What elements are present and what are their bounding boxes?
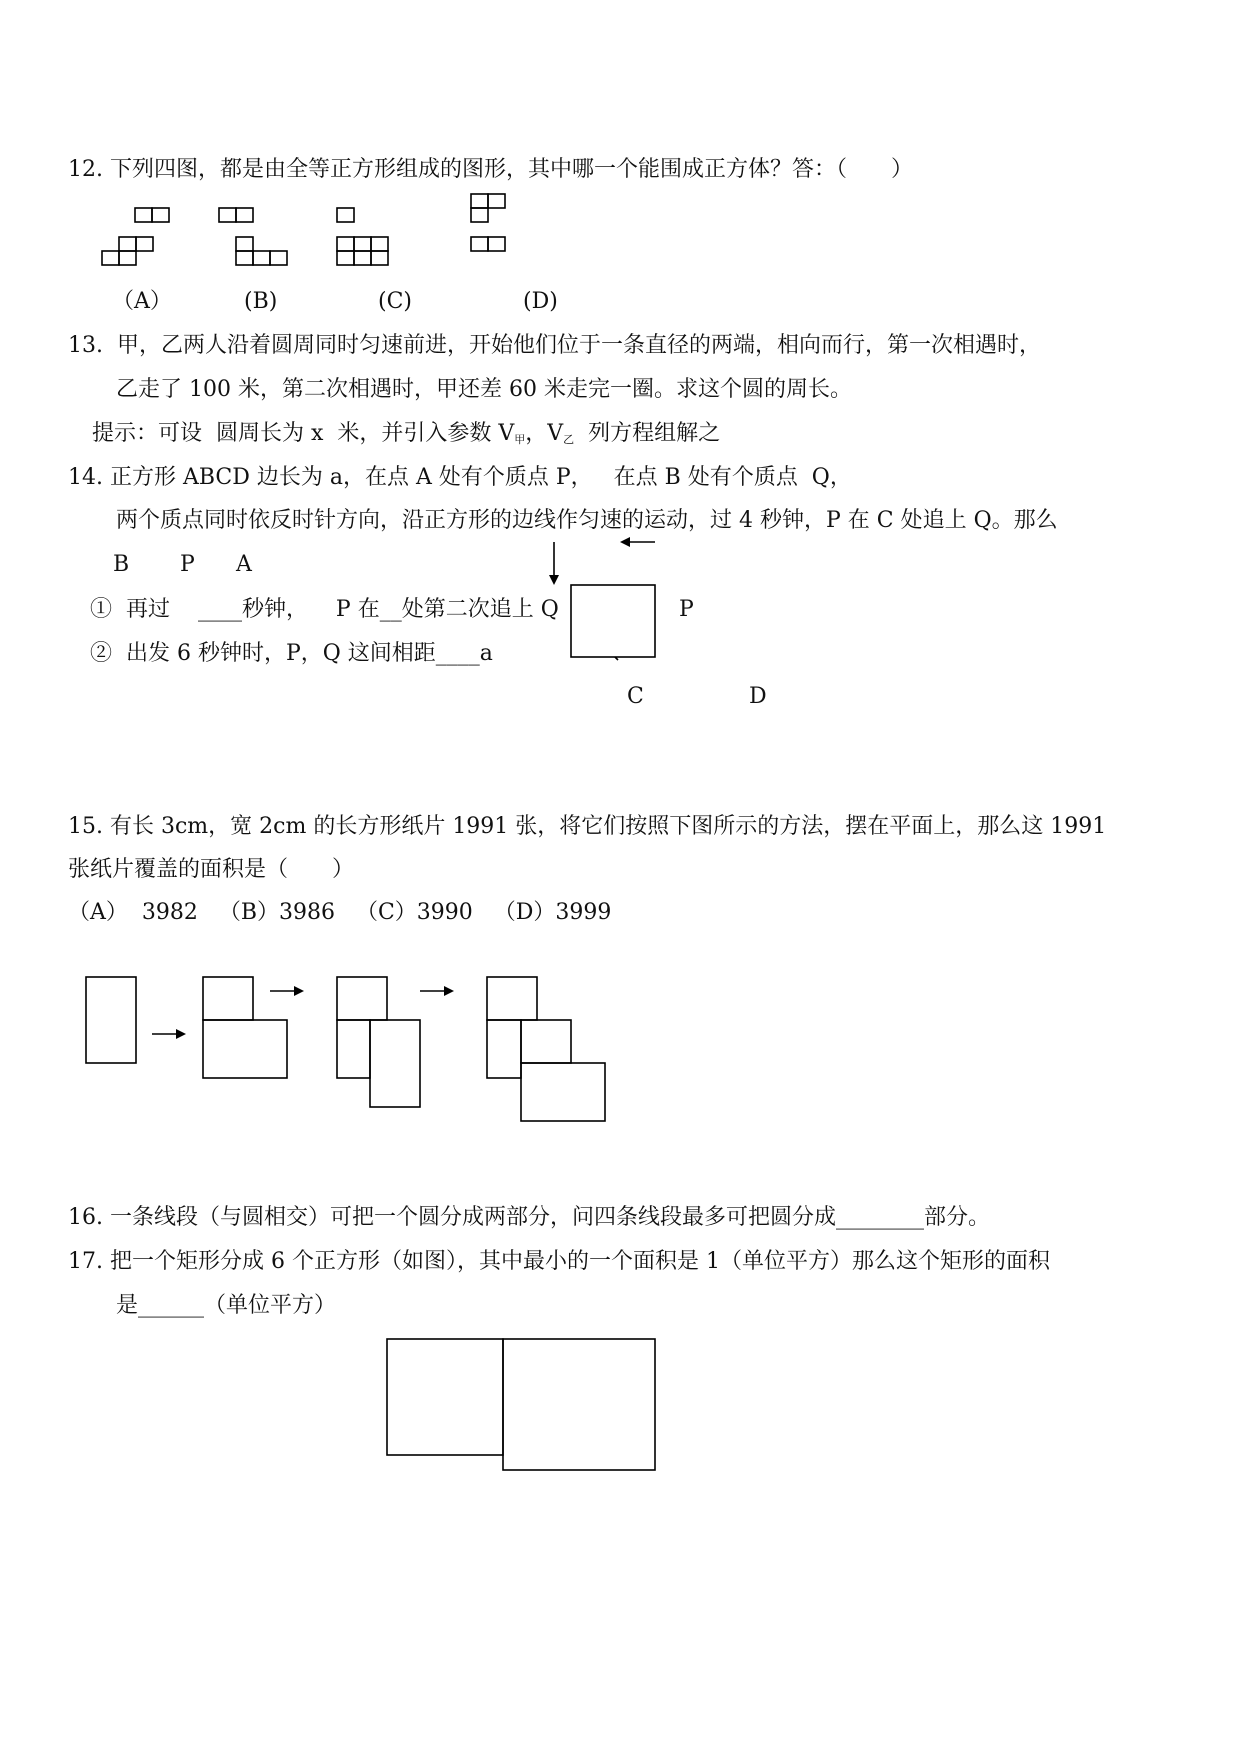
q14-line1: 14. 正方形 ABCD 边长为 a，在点 A 处有个质点 P， 在点 B 处有个质点 Q， <box>68 465 852 490</box>
q12-net-b <box>219 208 287 265</box>
q15-line1: 15. 有长 3cm，宽 2cm 的长方形纸片 1991 张，将它们按照下图所示的方法，摆在平面上，那么这 1991 <box>68 814 1107 839</box>
q13-hint-suffix: 列方程组解之 <box>574 421 721 446</box>
q13-line2: 乙走了 100 米，第二次相遇时，甲还差 60 米走完一圈。求这个圆的周长。 <box>116 377 852 402</box>
q14-label-p-right: P <box>679 597 694 622</box>
q15-arrow-2 <box>270 986 304 996</box>
q14-item2: ② 出发 6 秒钟时，P，Q 这间相距____a <box>90 641 493 666</box>
q12-option-c: (C) <box>378 289 412 314</box>
q15-figure-3 <box>337 977 420 1107</box>
q14-label-b: B <box>113 552 130 577</box>
q15-line2: 张纸片覆盖的面积是（ ） <box>68 857 355 882</box>
q15-figure-1 <box>86 977 136 1063</box>
q12-option-a: （A） <box>112 289 172 314</box>
q13-hint-prefix: 提示：可设 圆周长为 x 米，并引入参数 V <box>92 421 515 446</box>
q12-net-c <box>337 208 388 265</box>
q12-net-d <box>471 194 505 251</box>
q15-arrow-1 <box>152 1029 186 1039</box>
q13-sub-jia: 甲 <box>514 433 526 446</box>
q13-hint-sep: ，V <box>525 421 564 446</box>
q17-line2: 是______（单位平方） <box>116 1293 337 1318</box>
q14-line2: 两个质点同时依反时针方向，沿正方形的边线作匀速的运动，过 4 秒钟，P 在 C 处追上 Q。那么 <box>116 508 1058 533</box>
q13-line1: 13. 甲，乙两人沿着圆周同时匀速前进，开始他们位于一条直径的两端，相向而行，第一次相遇时， <box>68 333 1041 358</box>
q14-label-a: A <box>236 552 252 577</box>
q14-item1: ① 再过 ____秒钟， P 在__处第二次追上 Q <box>90 597 559 622</box>
q12-text: 12. 下列四图，都是由全等正方形组成的图形，其中哪一个能围成正方体？答：（ ） <box>68 157 913 182</box>
q12-net-a <box>102 208 169 265</box>
q14-label-p-top: P <box>180 552 195 577</box>
q13-sub-yi: 乙 <box>563 433 575 446</box>
q12-option-b: (B) <box>244 289 278 314</box>
q17-line1: 17. 把一个矩形分成 6 个正方形（如图），其中最小的一个面积是 1（单位平方）那么这个矩形的面积 <box>68 1249 1050 1274</box>
q15-arrow-3 <box>420 986 454 996</box>
q14-label-d: D <box>749 684 767 709</box>
q15-options: （A） 3982 （B）3986 （C）3990 （D）3999 <box>68 900 612 925</box>
q12-option-d: (D) <box>523 289 558 314</box>
q14-square-figure <box>549 537 655 660</box>
q17-figure <box>387 1339 655 1470</box>
q14-label-c: C <box>627 684 644 709</box>
q15-figure-2 <box>203 977 287 1078</box>
q16-text: 16. 一条线段（与圆相交）可把一个圆分成两部分，问四条线段最多可把圆分成________部分。 <box>68 1205 990 1230</box>
q15-figure-4 <box>487 977 605 1121</box>
